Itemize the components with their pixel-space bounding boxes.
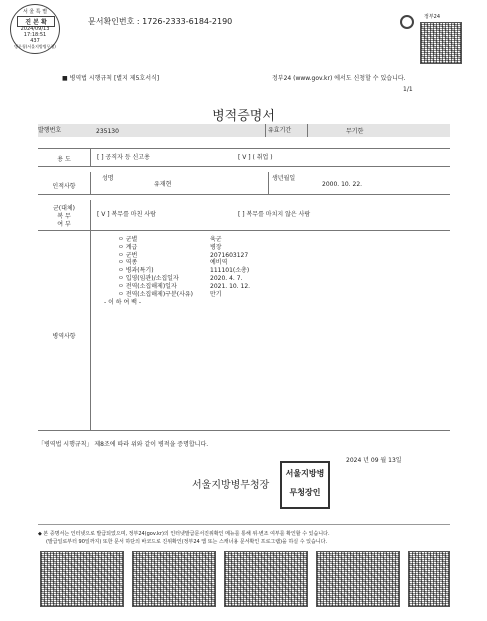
record-key: ㅇ 역종 bbox=[118, 259, 138, 267]
record-value: 만기 bbox=[210, 290, 222, 298]
footer-barcode-2 bbox=[132, 551, 216, 607]
official-seal bbox=[280, 461, 330, 509]
record-key: ㅇ 전역(소집해제)일자 bbox=[118, 282, 177, 290]
record-value: 2020. 4. 7. bbox=[210, 274, 243, 282]
record-key: ㅇ 전역(소집해제)구분(사유) bbox=[118, 290, 194, 298]
divider bbox=[268, 172, 269, 194]
divider bbox=[38, 148, 450, 149]
name-value: 유재현 bbox=[154, 181, 172, 188]
record-row bbox=[118, 283, 318, 291]
page-indicator: 1/1 bbox=[403, 86, 413, 93]
stamp-time: 17:18:51 bbox=[23, 32, 47, 38]
service-label-line2: 복 무 bbox=[57, 213, 71, 220]
divider bbox=[90, 200, 91, 230]
record-value: 육군 bbox=[210, 236, 222, 243]
military-record-label: 병역사항 bbox=[52, 333, 76, 340]
certification-text: 「병역법 시행규칙」 제8조에 따라 위와 같이 병적을 증명합니다. bbox=[38, 441, 209, 448]
page-title: 병적증명서 bbox=[212, 109, 275, 124]
gov24-logo-icon bbox=[400, 15, 414, 29]
validity-label: 유효기간 bbox=[268, 127, 292, 134]
military-record-list bbox=[118, 236, 318, 298]
footer-barcode-5 bbox=[408, 551, 450, 607]
birth-label: 생년월일 bbox=[272, 175, 296, 182]
divider bbox=[90, 172, 91, 194]
stamp-bottom-text: 병무청(서울지방병무청) bbox=[14, 44, 56, 49]
record-row bbox=[118, 275, 318, 283]
divider bbox=[307, 124, 308, 137]
footer-barcode-4 bbox=[316, 551, 400, 607]
personal-label: 인적사항 bbox=[52, 183, 76, 190]
record-end-marker: - 이 하 여 백 - bbox=[104, 299, 142, 306]
document-number: 문서확인번호 : 1726-2333-6184-2190 bbox=[88, 17, 233, 26]
footer-barcode-1 bbox=[40, 551, 124, 607]
seal-text-line2: 무청장인 bbox=[289, 488, 321, 497]
record-key: ㅇ 입영(임관)/소집일자 bbox=[118, 274, 179, 282]
record-row bbox=[118, 236, 318, 244]
purpose-option-public: [ ] 공직자 등 신고용 bbox=[97, 154, 150, 161]
purpose-option-employment: [ V ] ( 취업 ) bbox=[238, 154, 273, 161]
record-value: 예비역 bbox=[210, 259, 228, 267]
divider bbox=[90, 230, 91, 430]
official-stamp bbox=[10, 4, 60, 54]
footer-barcode-3 bbox=[224, 551, 308, 607]
stamp-top-text: 서 울 특 별 bbox=[22, 9, 48, 15]
service-completed: [ V ] 복무를 마친 사람 bbox=[97, 211, 156, 218]
gov24-label: 정부24 bbox=[424, 14, 441, 20]
birth-value: 2000. 10. 22. bbox=[322, 181, 363, 188]
footer-divider bbox=[38, 524, 450, 525]
record-value: 111101(소총) bbox=[210, 267, 250, 275]
issuer-name: 서울지방병무청장 bbox=[192, 480, 270, 491]
service-not-completed: [ ] 복무를 마치지 않은 사람 bbox=[238, 211, 311, 218]
divider bbox=[38, 430, 450, 431]
divider bbox=[90, 148, 91, 166]
record-value: 2071603127 bbox=[210, 251, 249, 259]
stamp-code: 437 bbox=[30, 38, 40, 44]
stamp-date: 2024/09/13 bbox=[20, 26, 50, 32]
divider bbox=[265, 124, 266, 137]
online-notice: 정부24 (www.gov.kr) 에서도 신청할 수 있습니다. bbox=[272, 75, 406, 82]
form-basis: ■ 병역법 시행규칙 [별지 제5호서식] bbox=[62, 75, 160, 82]
purpose-label: 용 도 bbox=[57, 156, 71, 163]
issue-number-label: 발행번호 bbox=[38, 127, 62, 134]
stamp-middle-text: 진 본 확 bbox=[17, 16, 55, 27]
service-label-line1: 군(대체) bbox=[52, 205, 76, 212]
record-key: ㅇ 군별 bbox=[118, 236, 138, 243]
record-key: ㅇ 계급 bbox=[118, 243, 138, 251]
divider bbox=[38, 194, 450, 195]
record-row bbox=[118, 267, 318, 275]
divider bbox=[38, 166, 450, 167]
record-key: ㅇ 군번 bbox=[118, 251, 138, 259]
name-label: 성명 bbox=[102, 175, 114, 182]
issue-number: 235130 bbox=[96, 128, 119, 135]
footer-note-line2: (발급일로부터 90일까지) 또한 문서 하단의 바코드로 진위확인(정부24 앱 또는 스캐너용 문서확인 프로그램)을 하실 수 있습니다. bbox=[46, 539, 328, 545]
seal-text-line1: 서울지방병 bbox=[285, 469, 325, 478]
service-label-line3: 여 부 bbox=[57, 221, 71, 228]
record-value: 병장 bbox=[210, 243, 222, 251]
issue-date: 2024 년 09 월 13일 bbox=[346, 457, 402, 464]
top-barcode bbox=[420, 22, 462, 64]
record-key: ㅇ 병과(특기) bbox=[118, 267, 154, 275]
record-value: 2021. 10. 12. bbox=[210, 282, 251, 290]
footer-note-line1: ◆ 본 증명서는 인터넷으로 발급되었으며, 정부24(gov.kr)의 인터넷발급문서진위확인 메뉴를 통해 위·변조 여부를 확인할 수 있습니다. bbox=[38, 531, 330, 537]
record-row bbox=[118, 244, 318, 252]
validity-value: 무기한 bbox=[346, 128, 364, 135]
divider bbox=[38, 230, 450, 231]
record-row bbox=[118, 291, 318, 299]
